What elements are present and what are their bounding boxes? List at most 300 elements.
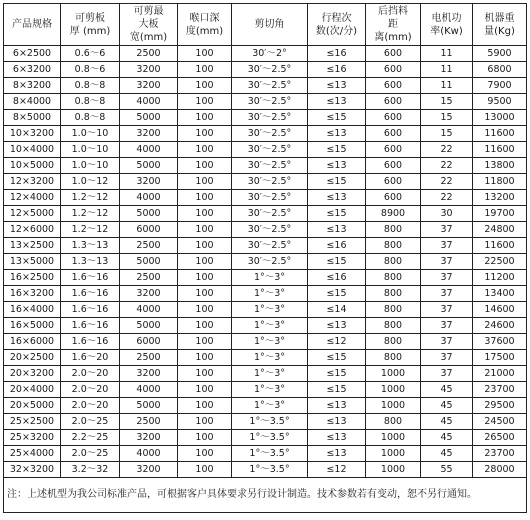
table-cell: ≤13: [308, 318, 366, 334]
table-cell: 32×3200: [4, 462, 61, 478]
table-cell: 45: [421, 398, 473, 414]
column-header-line: 可剪板: [75, 12, 105, 24]
table-cell: 16×3200: [4, 286, 61, 302]
column-header-line: 宽(mm): [129, 32, 168, 43]
table-cell: 37: [421, 222, 473, 238]
table-row: [4, 398, 527, 414]
table-cell: 1.3～13: [61, 238, 120, 254]
table-cell: 37: [421, 286, 473, 302]
table-cell: 21000: [473, 366, 527, 382]
table-cell: 13400: [473, 286, 527, 302]
header-row: [4, 4, 527, 46]
table-cell: 800: [366, 350, 421, 366]
table-cell: 11200: [473, 270, 527, 286]
table-cell: ≤13: [308, 414, 366, 430]
table-cell: 30′～2.5°: [232, 238, 308, 254]
table-cell: ≤12: [308, 462, 366, 478]
table-cell: 8900: [366, 206, 421, 222]
table-cell: 2500: [120, 414, 178, 430]
table-cell: 800: [366, 302, 421, 318]
column-header-line: 喉口深: [189, 12, 220, 24]
table-cell: 0.8～8: [61, 94, 120, 110]
table-cell: ≤13: [308, 94, 366, 110]
column-header-line: 量(Kg): [484, 25, 515, 37]
table-cell: ≤15: [308, 206, 366, 222]
table-cell: 100: [178, 462, 232, 478]
table-cell: ≤13: [308, 446, 366, 462]
table-cell: 15: [421, 94, 473, 110]
table-cell: 1.0～10: [61, 158, 120, 174]
table-cell: 13×5000: [4, 254, 61, 270]
table-cell: 1.6～20: [61, 350, 120, 366]
table-row: [4, 238, 527, 254]
table-row: [4, 126, 527, 142]
column-header: [473, 4, 527, 46]
table-cell: 2.2～25: [61, 430, 120, 446]
table-row: [4, 110, 527, 126]
table-cell: 11: [421, 46, 473, 62]
table-cell: 16×4000: [4, 302, 61, 318]
table-row: [4, 270, 527, 286]
table-cell: 11600: [473, 126, 527, 142]
table-cell: 11600: [473, 142, 527, 158]
column-header: [366, 4, 421, 46]
table-cell: 5000: [120, 398, 178, 414]
table-cell: 2500: [120, 46, 178, 62]
table-cell: 1.6～16: [61, 286, 120, 302]
table-cell: 5000: [120, 318, 178, 334]
table-cell: 100: [178, 414, 232, 430]
table-cell: 30′～2.5°: [232, 126, 308, 142]
table-cell: 12×4000: [4, 190, 61, 206]
table-cell: 800: [366, 334, 421, 350]
table-cell: 11600: [473, 238, 527, 254]
table-row: [4, 78, 527, 94]
table-cell: 20×4000: [4, 382, 61, 398]
table-cell: 30′～2.5°: [232, 254, 308, 270]
table-cell: 19700: [473, 206, 527, 222]
table-cell: 1.6～16: [61, 302, 120, 318]
table-cell: 100: [178, 430, 232, 446]
table-cell: 24500: [473, 414, 527, 430]
table-cell: 3200: [120, 78, 178, 94]
table-cell: 100: [178, 382, 232, 398]
table-cell: 3200: [120, 430, 178, 446]
table-cell: 22: [421, 142, 473, 158]
table-cell: 3200: [120, 62, 178, 78]
table-cell: 7900: [473, 78, 527, 94]
table-row: [4, 302, 527, 318]
table-cell: 0.8～8: [61, 110, 120, 126]
table-cell: 3200: [120, 174, 178, 190]
table-row: [4, 414, 527, 430]
column-header-line: 厚 (mm): [69, 25, 111, 37]
table-cell: 37: [421, 318, 473, 334]
table-cell: 800: [366, 270, 421, 286]
table-cell: 1.2～12: [61, 190, 120, 206]
table-cell: 800: [366, 286, 421, 302]
table-cell: ≤13: [308, 222, 366, 238]
table-row: [4, 382, 527, 398]
table-cell: 30′～2.5°: [232, 78, 308, 94]
table-cell: 800: [366, 238, 421, 254]
table-row: [4, 62, 527, 78]
table-row: [4, 46, 527, 62]
table-cell: 800: [366, 222, 421, 238]
table-cell: 100: [178, 174, 232, 190]
table-cell: 600: [366, 46, 421, 62]
table-cell: 1.0～12: [61, 174, 120, 190]
table-cell: 600: [366, 174, 421, 190]
table-cell: 55: [421, 462, 473, 478]
table-cell: 23700: [473, 446, 527, 462]
table-cell: 1000: [366, 366, 421, 382]
table-cell: 4000: [120, 142, 178, 158]
table-cell: ≤16: [308, 62, 366, 78]
table-cell: 100: [178, 94, 232, 110]
table-cell: 24800: [473, 222, 527, 238]
table-cell: 100: [178, 286, 232, 302]
table-row: [4, 446, 527, 462]
table-cell: 10×5000: [4, 158, 61, 174]
table-cell: 10×4000: [4, 142, 61, 158]
column-header-line: 行程次: [321, 12, 352, 24]
table-cell: 100: [178, 62, 232, 78]
table-cell: 30′～2.5°: [232, 222, 308, 238]
table-cell: 5000: [120, 110, 178, 126]
table-cell: 37: [421, 302, 473, 318]
table-cell: 800: [366, 414, 421, 430]
table-cell: 1°～3°: [232, 318, 308, 334]
table-row: [4, 222, 527, 238]
table-cell: 100: [178, 126, 232, 142]
table-cell: 100: [178, 302, 232, 318]
table-row: [4, 94, 527, 110]
table-cell: 4000: [120, 94, 178, 110]
table-cell: 8×5000: [4, 110, 61, 126]
table-cell: 5000: [120, 206, 178, 222]
table-cell: 8×3200: [4, 78, 61, 94]
column-header-line: 机器重: [484, 12, 515, 24]
footnote: 注：上述机型为我公司标准产品，可根据客户具体要求另行设计制造。技术参数若有变动，恕不另行通知。: [4, 478, 527, 513]
column-header-line: 剪切角: [254, 19, 285, 30]
table-row: [4, 318, 527, 334]
table-cell: ≤13: [308, 398, 366, 414]
table-cell: 3200: [120, 126, 178, 142]
table-cell: 2500: [120, 350, 178, 366]
column-header-line: 距: [388, 19, 398, 30]
table-cell: 800: [366, 254, 421, 270]
column-header: [120, 4, 178, 46]
table-cell: ≤15: [308, 286, 366, 302]
table-cell: 1.2～12: [61, 206, 120, 222]
table-cell: 4000: [120, 190, 178, 206]
table-cell: 100: [178, 206, 232, 222]
table-cell: ≤15: [308, 366, 366, 382]
table-cell: ≤14: [308, 302, 366, 318]
table-cell: 15: [421, 110, 473, 126]
table-cell: 2500: [120, 238, 178, 254]
table-cell: 6000: [120, 222, 178, 238]
table-cell: 2.0～25: [61, 414, 120, 430]
table-cell: 1°～3°: [232, 366, 308, 382]
column-header-line: 后挡料: [378, 6, 408, 17]
table-cell: 2.0～20: [61, 366, 120, 382]
column-header-line: 度(mm): [185, 25, 224, 37]
table-cell: 1°～3°: [232, 382, 308, 398]
column-header: [4, 4, 61, 46]
column-header: [232, 4, 308, 46]
table-cell: 600: [366, 142, 421, 158]
table-cell: 20×2500: [4, 350, 61, 366]
table-cell: 1°～3°: [232, 334, 308, 350]
table-cell: 3200: [120, 462, 178, 478]
table-cell: 600: [366, 110, 421, 126]
table-cell: 100: [178, 110, 232, 126]
table-cell: 2.0～20: [61, 398, 120, 414]
table-cell: ≤15: [308, 142, 366, 158]
table-cell: 23700: [473, 382, 527, 398]
table-cell: 600: [366, 126, 421, 142]
table-cell: 100: [178, 222, 232, 238]
column-header-line: 大板: [138, 19, 159, 30]
column-header-line: 离(mm): [374, 32, 412, 43]
table-cell: 22500: [473, 254, 527, 270]
table-cell: 37: [421, 270, 473, 286]
table-cell: ≤13: [308, 126, 366, 142]
table-cell: 1000: [366, 430, 421, 446]
table-cell: 1000: [366, 462, 421, 478]
table-cell: 11800: [473, 174, 527, 190]
table-cell: 5000: [120, 254, 178, 270]
table-cell: 22: [421, 190, 473, 206]
column-header: [61, 4, 120, 46]
table-cell: 600: [366, 158, 421, 174]
column-header-line: 产品规格: [12, 19, 52, 30]
table-cell: 30′～2.5°: [232, 142, 308, 158]
table-cell: 20×3200: [4, 366, 61, 382]
table-row: [4, 430, 527, 446]
table-cell: 0.8～6: [61, 62, 120, 78]
table-cell: ≤15: [308, 110, 366, 126]
table-cell: 37: [421, 366, 473, 382]
table-cell: 14600: [473, 302, 527, 318]
column-header-line: 电机功: [431, 12, 462, 24]
table-cell: 30: [421, 206, 473, 222]
table-cell: 100: [178, 78, 232, 94]
table-cell: 45: [421, 430, 473, 446]
table-cell: 5000: [120, 158, 178, 174]
table-row: [4, 350, 527, 366]
table-cell: 16×2500: [4, 270, 61, 286]
table-row: [4, 174, 527, 190]
table-cell: 600: [366, 62, 421, 78]
table-cell: 16×5000: [4, 318, 61, 334]
table-cell: 100: [178, 366, 232, 382]
table-cell: 6800: [473, 62, 527, 78]
table-cell: 29500: [473, 398, 527, 414]
table-cell: 1°～3°: [232, 302, 308, 318]
table-cell: 13×2500: [4, 238, 61, 254]
table-cell: 100: [178, 334, 232, 350]
table-cell: 37: [421, 350, 473, 366]
table-cell: 1.6～16: [61, 318, 120, 334]
table-cell: 37: [421, 334, 473, 350]
table-row: [4, 366, 527, 382]
table-row: [4, 334, 527, 350]
table-cell: 22: [421, 158, 473, 174]
table-cell: 100: [178, 142, 232, 158]
table-cell: 37600: [473, 334, 527, 350]
table-cell: 25×4000: [4, 446, 61, 462]
table-cell: 30′～2.5°: [232, 174, 308, 190]
table-cell: 30′～2.5°: [232, 62, 308, 78]
table-cell: 6000: [120, 334, 178, 350]
table-cell: 6×3200: [4, 62, 61, 78]
table-cell: 4000: [120, 302, 178, 318]
table-cell: ≤13: [308, 158, 366, 174]
table-cell: 37: [421, 238, 473, 254]
table-cell: 1°～3°: [232, 398, 308, 414]
table-cell: 600: [366, 94, 421, 110]
table-cell: 8×4000: [4, 94, 61, 110]
table-cell: 1000: [366, 398, 421, 414]
table-cell: 2500: [120, 270, 178, 286]
table-cell: ≤13: [308, 78, 366, 94]
table-cell: 30′～2°: [232, 46, 308, 62]
table-cell: 28000: [473, 462, 527, 478]
table-cell: 1°～3°: [232, 270, 308, 286]
table-cell: 3200: [120, 366, 178, 382]
table-cell: 1°～3.5°: [232, 446, 308, 462]
table-cell: 1°～3°: [232, 350, 308, 366]
table-cell: 15: [421, 126, 473, 142]
table-cell: 10×3200: [4, 126, 61, 142]
table-cell: 13800: [473, 158, 527, 174]
table-cell: 1°～3.5°: [232, 462, 308, 478]
table-cell: 100: [178, 350, 232, 366]
table-cell: 1.0～10: [61, 142, 120, 158]
table-body: [4, 46, 527, 478]
table-cell: 100: [178, 46, 232, 62]
table-cell: 12×5000: [4, 206, 61, 222]
table-cell: 25×2500: [4, 414, 61, 430]
table-cell: 25×3200: [4, 430, 61, 446]
table-cell: 11: [421, 62, 473, 78]
table-cell: 1.6～16: [61, 334, 120, 350]
table-cell: 600: [366, 190, 421, 206]
table-cell: 30′～2.5°: [232, 94, 308, 110]
table-cell: 16×6000: [4, 334, 61, 350]
table-row: [4, 158, 527, 174]
table-cell: 1000: [366, 382, 421, 398]
table-cell: 30′～2.5°: [232, 158, 308, 174]
table-cell: 100: [178, 318, 232, 334]
column-header-line: 率(Kw): [430, 25, 463, 37]
table-cell: 13000: [473, 110, 527, 126]
table-cell: 1°～3.5°: [232, 430, 308, 446]
table-cell: 800: [366, 318, 421, 334]
table-cell: 24600: [473, 318, 527, 334]
table-cell: 12×3200: [4, 174, 61, 190]
table-cell: 100: [178, 270, 232, 286]
table-cell: 1°～3.5°: [232, 414, 308, 430]
table-row: [4, 462, 527, 478]
table-cell: ≤15: [308, 382, 366, 398]
column-header: [421, 4, 473, 46]
table-cell: 0.6～6: [61, 46, 120, 62]
note-row: [4, 478, 527, 513]
table-cell: 100: [178, 254, 232, 270]
table-cell: ≤16: [308, 238, 366, 254]
table-cell: 100: [178, 190, 232, 206]
column-header: [178, 4, 232, 46]
table-cell: 100: [178, 238, 232, 254]
table-cell: 1000: [366, 446, 421, 462]
table-row: [4, 254, 527, 270]
table-cell: 45: [421, 382, 473, 398]
table-cell: 17500: [473, 350, 527, 366]
table-cell: 20×5000: [4, 398, 61, 414]
table-cell: ≤13: [308, 190, 366, 206]
table-cell: 600: [366, 78, 421, 94]
column-header: [308, 4, 366, 46]
table-cell: 30′～2.5°: [232, 190, 308, 206]
column-header-line: 可剪最: [133, 6, 164, 17]
table-cell: 3200: [120, 286, 178, 302]
table-cell: 3.2～32: [61, 462, 120, 478]
table-cell: 1.0～10: [61, 126, 120, 142]
table-cell: 11: [421, 78, 473, 94]
table-cell: 5900: [473, 46, 527, 62]
table-cell: 37: [421, 254, 473, 270]
table-cell: 4000: [120, 382, 178, 398]
table-cell: ≤15: [308, 350, 366, 366]
spec-table: [3, 3, 527, 513]
table-cell: 2.0～20: [61, 382, 120, 398]
table-cell: 1.3～13: [61, 254, 120, 270]
table-cell: 26500: [473, 430, 527, 446]
table-cell: 1.6～16: [61, 270, 120, 286]
table-row: [4, 190, 527, 206]
table-cell: ≤13: [308, 430, 366, 446]
table-cell: ≤15: [308, 174, 366, 190]
table-row: [4, 142, 527, 158]
table-cell: 100: [178, 158, 232, 174]
table-cell: 13200: [473, 190, 527, 206]
table-cell: 1.2～12: [61, 222, 120, 238]
table-cell: 30′～2.5°: [232, 206, 308, 222]
table-cell: 12×6000: [4, 222, 61, 238]
table-cell: 0.8～8: [61, 78, 120, 94]
table-cell: 4000: [120, 446, 178, 462]
table-cell: 45: [421, 446, 473, 462]
table-cell: ≤12: [308, 334, 366, 350]
table-cell: 6×2500: [4, 46, 61, 62]
table-row: [4, 206, 527, 222]
table-cell: 9500: [473, 94, 527, 110]
table-row: [4, 286, 527, 302]
table-cell: 100: [178, 446, 232, 462]
table-cell: 1°～3°: [232, 286, 308, 302]
column-header-line: 数(次/分): [315, 25, 358, 37]
table-cell: 30′～2.5°: [232, 110, 308, 126]
table-cell: 22: [421, 174, 473, 190]
table-cell: 100: [178, 398, 232, 414]
table-cell: ≤16: [308, 270, 366, 286]
table-cell: ≤15: [308, 254, 366, 270]
table-cell: ≤16: [308, 46, 366, 62]
